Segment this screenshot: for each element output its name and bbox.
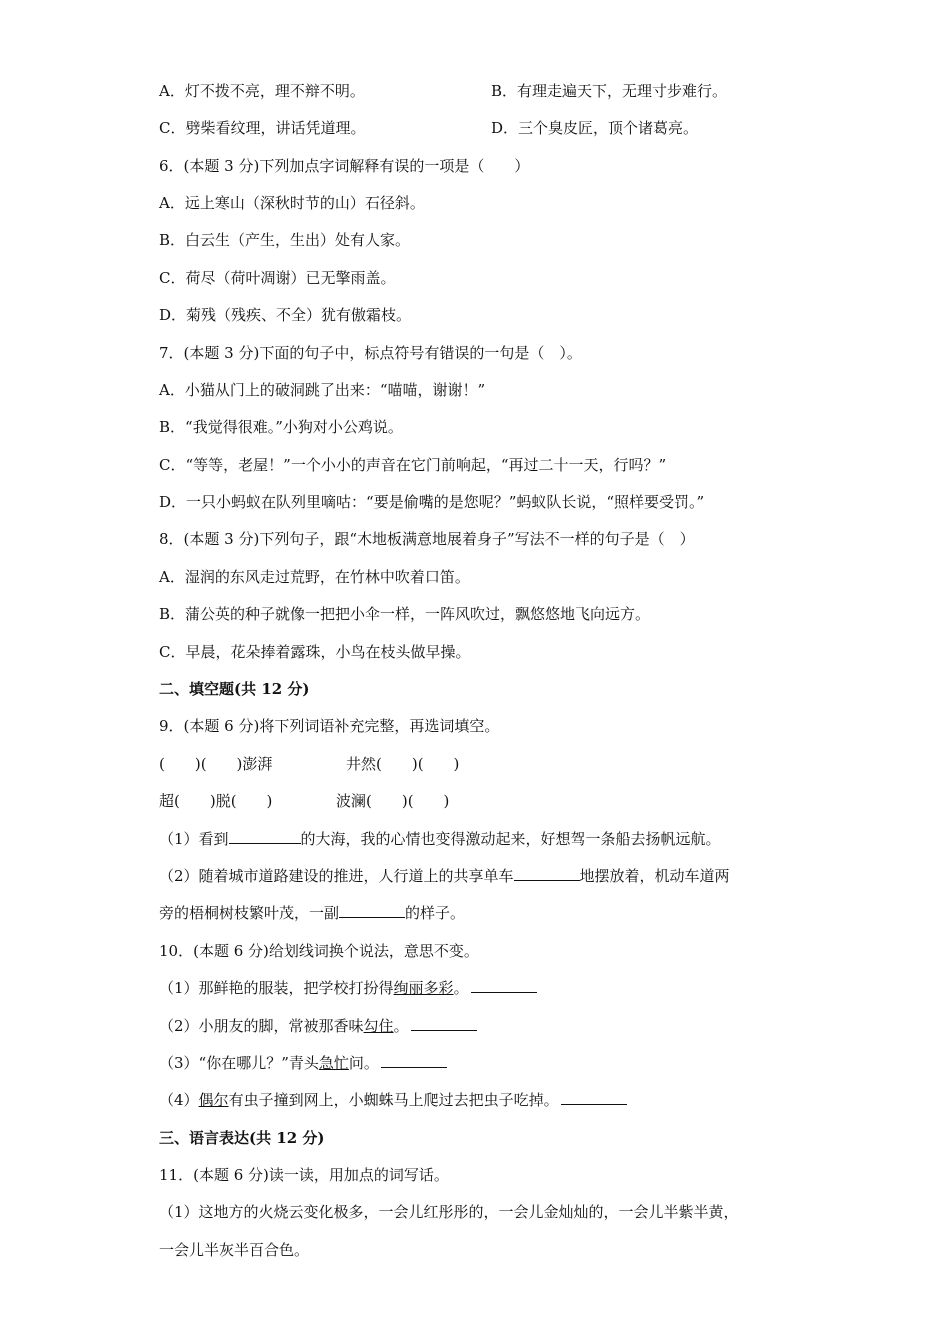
q8-option-b: B．蒲公英的种子就像一把把小伞一样，一阵风吹过，飘悠悠地飞向远方。: [159, 605, 651, 623]
q6-option-c: C．荷尽（荷叶凋谢）已无擎雨盖。: [159, 269, 396, 287]
q5-option-a: A．灯不拨不亮，理不辩不明。: [159, 82, 365, 100]
q7-stem: 7．(本题 3 分)下面的句子中，标点符号有错误的一句是（ ）。: [159, 344, 582, 362]
answer-blank[interactable]: [411, 1016, 477, 1031]
q8-option-a: A．湿润的东风走过荒野，在竹林中吹着口笛。: [159, 568, 470, 586]
answer-blank[interactable]: [339, 903, 405, 918]
underlined-word: 勾住: [363, 1017, 394, 1035]
answer-blank[interactable]: [514, 866, 580, 881]
q9-sentence-2: [159, 866, 730, 886]
q9-stem: 9．(本题 6 分)将下列词语补充完整，再选词填空。: [159, 717, 500, 735]
q9-word-2: 井然( )( ): [346, 755, 460, 773]
q9-sentence-1: [159, 829, 721, 849]
q10-stem: 10．(本题 6 分)给划线词换个说法，意思不变。: [159, 942, 479, 960]
q8-stem: 8．(本题 3 分)下列句子，跟“木地板满意地展着身子”写法不一样的句子是（ ）: [159, 530, 695, 548]
underlined-word: 绚丽多彩: [393, 979, 454, 997]
q9-word-1: ( )( )澎湃: [159, 755, 273, 773]
q11-passage-line-1: （1）这地方的火烧云变化极多，一会儿红彤彤的，一会儿金灿灿的，一会儿半紫半黄，: [159, 1203, 739, 1221]
q6-stem: 6．(本题 3 分)下列加点字词解释有误的一项是（ ）: [159, 157, 530, 175]
q6-option-b: B．白云生（产生，生出）处有人家。: [159, 231, 411, 249]
q11-passage-line-2: 一会儿半灰半百合色。: [159, 1241, 310, 1259]
q5-option-d: D．三个臭皮匠，顶个诸葛亮。: [491, 119, 699, 137]
q7-option-b: B．“我觉得很难。”小狗对小公鸡说。: [159, 418, 403, 436]
section-3-title: 三、语言表达(共 12 分): [159, 1129, 325, 1147]
q9-sentence-2-part-b: 地摆放着，机动车道两: [579, 867, 730, 885]
q10-item-4-text: （4）: [159, 1091, 199, 1109]
q7-option-a: A．小猫从门上的破洞跳了出来：“喵喵，谢谢！”: [159, 381, 486, 399]
q8-option-c: C．早晨，花朵捧着露珠，小鸟在枝头做早操。: [159, 643, 471, 661]
q10-item-4-end: 有虫子撞到网上，小蜘蛛马上爬过去把虫子吃掉。: [228, 1091, 559, 1109]
q6-option-d: D．菊残（残疾、不全）犹有傲霜枝。: [159, 306, 412, 324]
answer-blank[interactable]: [229, 829, 301, 844]
q9-sentence-3-part-a: 旁的梧桐树枝繁叶茂，一副: [159, 904, 340, 922]
q9-sentence-2-continued: [159, 903, 465, 923]
q6-option-a: A．远上寒山（深秋时节的山）石径斜。: [159, 194, 425, 212]
q10-item-2: [159, 1016, 477, 1036]
q10-item-1: [159, 978, 537, 998]
q9-word-4: 波澜( )( ): [336, 792, 450, 810]
q9-word-3: 超( )脱( ): [159, 792, 273, 810]
q9-sentence-1-part-a: （1）看到: [159, 830, 229, 848]
q10-item-3-end: 问。: [348, 1054, 379, 1072]
q9-sentence-3-part-b: 的样子。: [405, 904, 466, 922]
q10-item-1-end: 。: [453, 979, 469, 997]
q5-option-b: B．有理走遍天下，无理寸步难行。: [491, 82, 728, 100]
q11-stem: 11．(本题 6 分)读一读，用加点的词写话。: [159, 1166, 449, 1184]
q7-option-c: C．“等等，老屋！”一个小小的声音在它门前响起，“再过二十一天，行吗？”: [159, 456, 667, 474]
answer-blank[interactable]: [561, 1090, 627, 1105]
q10-item-3: [159, 1053, 447, 1073]
q9-sentence-1-part-b: 的大海，我的心情也变得激动起来，好想驾一条船去扬帆远航。: [300, 830, 721, 848]
q5-option-c: C．劈柴看纹理，讲话凭道理。: [159, 119, 366, 137]
q9-sentence-2-part-a: （2）随着城市道路建设的推进，人行道上的共享单车: [159, 867, 514, 885]
q10-item-4: [159, 1090, 627, 1110]
q10-item-2-end: 。: [393, 1017, 409, 1035]
answer-blank[interactable]: [381, 1053, 447, 1068]
q10-item-1-text: （1）那鲜艳的服装，把学校打扮得: [159, 979, 394, 997]
underlined-word: 偶尔: [198, 1091, 229, 1109]
section-2-title: 二、填空题(共 12 分): [159, 680, 310, 698]
q10-item-2-text: （2）小朋友的脚，常被那香味: [159, 1017, 364, 1035]
underlined-word: 急忙: [318, 1054, 349, 1072]
answer-blank[interactable]: [471, 978, 537, 993]
q7-option-d: D．一只小蚂蚁在队列里嘀咕：“要是偷嘴的是您呢？”蚂蚁队长说，“照样要受罚。”: [159, 493, 705, 511]
q10-item-3-text: （3）“你在哪儿？”青头: [159, 1054, 319, 1072]
